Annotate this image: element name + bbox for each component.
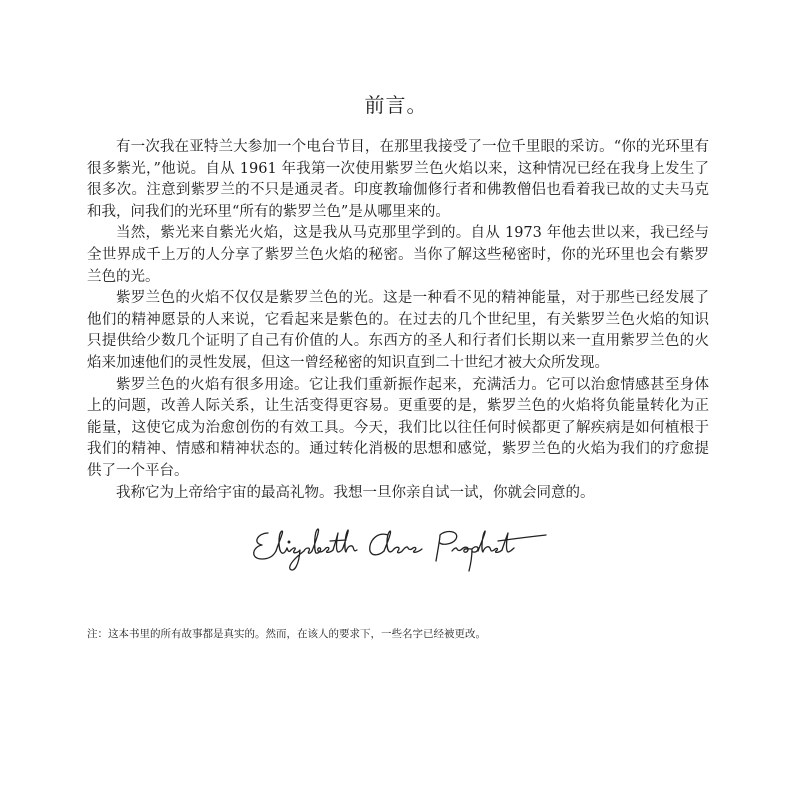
- paragraph-3: 紫罗兰色的火焰不仅仅是紫罗兰色的光。这是一种看不见的精神能量，对于那些已经发展了他们的精神愿景的人来说，它看起来是紫色的。在过去的几个世纪里，有关紫罗兰色火焰的知识只提供给少数几个证明了自己有价值的人。东西方的圣人和行者们长期以来一直用紫罗兰色的火焰来加速他们的灵性发展，但这一曾经秘密的知识直到二十世纪才被大众所发现。: [87, 290, 709, 371]
- page-title: 前言。: [364, 93, 428, 117]
- paragraph-5: 我称它为上帝给宇宙的最高礼物。我想一旦你亲自试一试，你就会同意的。: [116, 484, 595, 501]
- signature: [250, 521, 550, 579]
- paragraph-1: 有一次我在亚特兰大参加一个电台节目，在那里我接受了一位千里眼的采访。“你的光环里有很多紫光，”他说。自从 1961 年我第一次使用紫罗兰色火焰以来，这种情况已经在我身上发生了很多次。注意到紫罗兰的不只是通灵者。印度教瑜伽修行者和佛教僧侣也看着我已故的丈夫马克和我，问我们的光环里“所有的紫罗兰色”是从哪里来的。: [87, 139, 709, 220]
- footnote: 注：这本书里的所有故事都是真实的。然而，在该人的要求下，一些名字已经被更改。: [87, 628, 486, 640]
- handwritten-signature-image: [250, 521, 550, 579]
- paragraph-2: 当然，紫光来自紫光火焰，这是我从马克那里学到的。自从 1973 年他去世以来，我已经与全世界成千上万的人分享了紫罗兰色火焰的秘密。当你了解这些秘密时，你的光环里也会有紫罗兰色的光。: [87, 225, 709, 285]
- paragraph-4: 紫罗兰色的火焰有很多用途。它让我们重新振作起来，充满活力。它可以治愈情感甚至身体上的问题，改善人际关系，让生活变得更容易。更重要的是，紫罗兰色的火焰将负能量转化为正能量，这使它成为治愈创伤的有效工具。今天，我们比以往任何时候都更了解疾病是如何植根于我们的精神、情感和精神状态的。通过转化消极的思想和感觉，紫罗兰色的火焰为我们的疗愈提供了一个平台。: [87, 376, 709, 479]
- body-text: [87, 137, 709, 504]
